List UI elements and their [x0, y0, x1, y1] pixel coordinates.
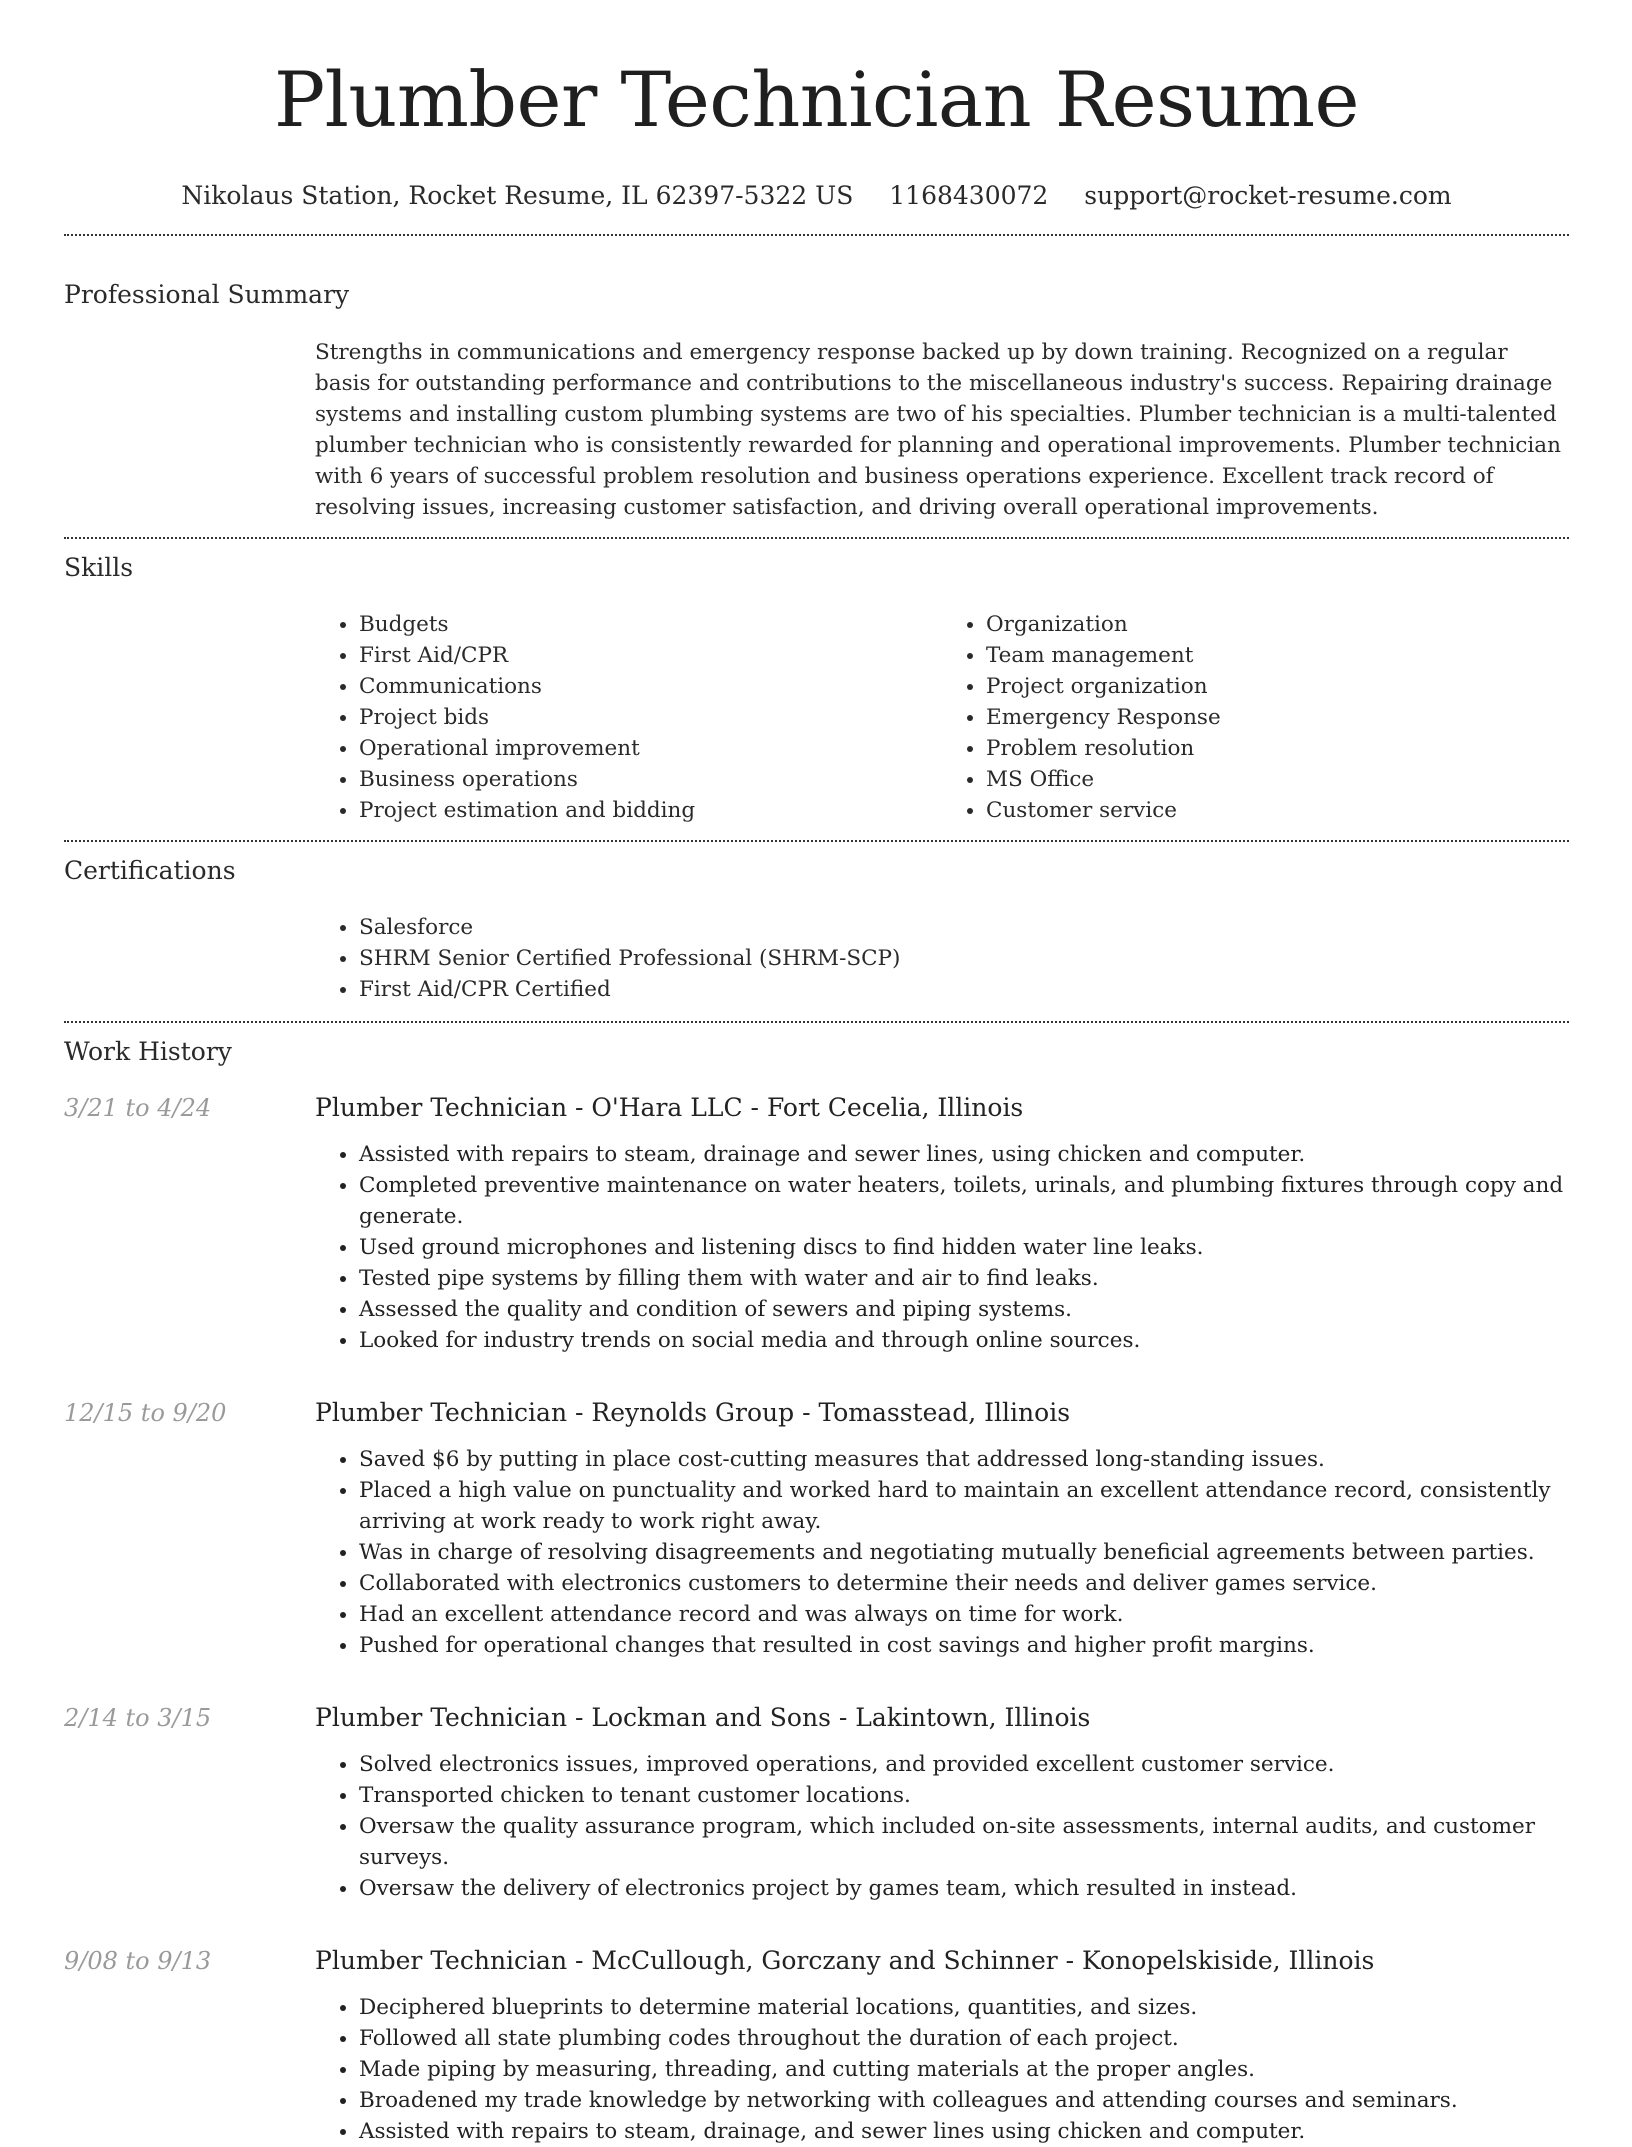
job-title: Plumber Technician - McCullough, Gorczany and Schinner - Konopelskiside, Illinois — [315, 1946, 1375, 1975]
skills-heading: Skills — [64, 553, 134, 582]
contact-address: Nikolaus Station, Rocket Resume, IL 62397-5322 US — [181, 181, 854, 210]
skill-item: • Project bids — [359, 702, 942, 733]
job-bullet: • Had an excellent attendance record and was always on time for work. — [359, 1599, 1569, 1630]
job-entry — [64, 1701, 1569, 1904]
summary-heading: Professional Summary — [64, 280, 350, 309]
job-bullet: • Assisted with repairs to steam, drainage and sewer lines, using chicken and computer. — [359, 1139, 1569, 1170]
job-bullet: • Tested pipe systems by filling them with water and air to find leaks. — [359, 1263, 1569, 1294]
job-bullet: • Deciphered blueprints to determine material locations, quantities, and sizes. — [359, 1992, 1569, 2023]
job-dates: 2/14 to 3/15 — [64, 1704, 212, 1732]
skill-item: • Emergency Response — [986, 702, 1569, 733]
job-bullet: • Assessed the quality and condition of sewers and piping systems. — [359, 1294, 1569, 1325]
job-details — [315, 1701, 1569, 1904]
job-bullet: • Used ground microphones and listening discs to find hidden water line leaks. — [359, 1232, 1569, 1263]
job-spacer — [64, 1661, 1569, 1679]
certifications-list — [315, 912, 1569, 1021]
job-bullet: • Broadened my trade knowledge by networking with colleagues and attending courses and seminars. — [359, 2085, 1569, 2116]
skill-item: • MS Office — [986, 764, 1569, 795]
skill-item: • First Aid/CPR — [359, 640, 942, 671]
job-bullet: • Was in charge of resolving disagreements and negotiating mutually beneficial agreements between parties. — [359, 1537, 1569, 1568]
job-bullet: • Made piping by measuring, threading, and cutting materials at the proper angles. — [359, 2054, 1569, 2085]
job-bullets — [315, 1749, 1569, 1904]
job-details — [315, 1091, 1569, 1356]
skill-item: • Organization — [986, 609, 1569, 640]
skills-grid — [315, 609, 1569, 840]
skill-item: • Project estimation and bidding — [359, 795, 942, 826]
contact-email: support@rocket-resume.com — [1084, 181, 1452, 210]
job-entry — [64, 1944, 1569, 2147]
job-bullet: • Pushed for operational changes that resulted in cost savings and higher profit margins. — [359, 1630, 1569, 1661]
job-bullet: • Followed all state plumbing codes throughout the duration of each project. — [359, 2023, 1569, 2054]
job-dates: 9/08 to 9/13 — [64, 1947, 212, 1975]
skills-section — [64, 539, 1569, 840]
summary-text: Strengths in communications and emergency response backed up by down training. Recognized on a regular basis for outstanding performance and contributions to the miscellaneous industry's success. Repairing drainage systems and installing custom plumbing systems are two of his specialties. Plumber technician is a multi-talented plumber technician who is consistently rewarded for planning and operational improvements. Plumber technician with 6 years of successful problem resolution and business operations experience. Excellent track record of resolving issues, increasing customer satisfaction, and driving overall operational improvements. — [315, 340, 1561, 520]
skill-item: • Project organization — [986, 671, 1569, 702]
certification-item: • First Aid/CPR Certified — [359, 974, 1569, 1005]
job-dates: 12/15 to 9/20 — [64, 1399, 227, 1427]
certification-item: • SHRM Senior Certified Professional (SHRM-SCP) — [359, 943, 1569, 974]
job-title: Plumber Technician - O'Hara LLC - Fort Cecelia, Illinois — [315, 1093, 1024, 1122]
job-details — [315, 1396, 1569, 1661]
job-title: Plumber Technician - Reynolds Group - Tomasstead, Illinois — [315, 1398, 1071, 1427]
skill-item: • Team management — [986, 640, 1569, 671]
page-title: Plumber Technician Resume — [273, 55, 1360, 144]
job-bullet: • Oversaw the delivery of electronics project by games team, which resulted in instead. — [359, 1873, 1569, 1904]
contact-phone: 1168430072 — [889, 181, 1049, 210]
job-entry — [64, 1091, 1569, 1356]
job-bullets — [315, 1992, 1569, 2147]
job-bullet: • Looked for industry trends on social media and through online sources. — [359, 1325, 1569, 1356]
certifications-section — [64, 842, 1569, 1021]
skill-item: • Operational improvement — [359, 733, 942, 764]
skill-item: • Business operations — [359, 764, 942, 795]
job-bullets — [315, 1139, 1569, 1356]
job-bullet: • Completed preventive maintenance on water heaters, toilets, urinals, and plumbing fixtures through copy and generate. — [359, 1170, 1569, 1232]
job-bullet: • Transported chicken to tenant customer locations. — [359, 1780, 1569, 1811]
job-details — [315, 1944, 1569, 2147]
summary-section — [64, 236, 1569, 537]
skill-item: • Customer service — [986, 795, 1569, 826]
work-history-heading: Work History — [64, 1037, 232, 1066]
job-bullet: • Oversaw the quality assurance program, which included on-site assessments, internal audits, and customer surveys. — [359, 1811, 1569, 1873]
skill-item: • Budgets — [359, 609, 942, 640]
job-bullet: • Placed a high value on punctuality and worked hard to maintain an excellent attendance record, consistently arriving at work ready to work right away. — [359, 1475, 1569, 1537]
job-bullet: • Assisted with repairs to steam, drainage, and sewer lines using chicken and computer. — [359, 2116, 1569, 2147]
skill-item: • Problem resolution — [986, 733, 1569, 764]
job-spacer — [64, 1904, 1569, 1922]
job-bullets — [315, 1444, 1569, 1661]
job-bullet: • Saved $6 by putting in place cost-cutting measures that addressed long-standing issues. — [359, 1444, 1569, 1475]
work-history-section — [64, 1023, 1569, 2147]
skills-list-right — [942, 609, 1569, 826]
job-entry — [64, 1396, 1569, 1661]
job-bullet: • Solved electronics issues, improved operations, and provided excellent customer service. — [359, 1749, 1569, 1780]
job-dates: 3/21 to 4/24 — [64, 1094, 212, 1122]
certifications-body — [315, 912, 1569, 1021]
job-bullet: • Collaborated with electronics customers to determine their needs and deliver games service. — [359, 1568, 1569, 1599]
job-title: Plumber Technician - Lockman and Sons - Lakintown, Illinois — [315, 1703, 1091, 1732]
certification-item: • Salesforce — [359, 912, 1569, 943]
certifications-heading: Certifications — [64, 856, 236, 885]
contact-line — [64, 178, 1569, 214]
job-spacer — [64, 1356, 1569, 1374]
skill-item: • Communications — [359, 671, 942, 702]
skills-list-left — [315, 609, 942, 826]
